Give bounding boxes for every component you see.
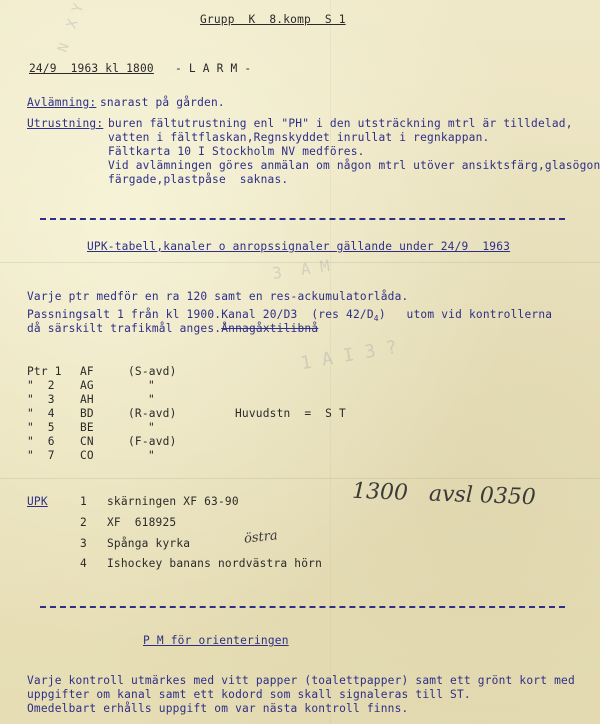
radio-line-part: Passningsalt 1 från kl 1900.Kanal 20/D3 (res 42/D: [27, 308, 374, 321]
radio-line-part: ) utom vid kontrollerna: [378, 308, 553, 321]
patrol-note: ": [148, 379, 155, 392]
pm-line: uppgifter om kanal samt ett kodord som skall signaleras till ST.: [27, 688, 471, 701]
upk-table-heading: UPK-tabell,kanaler o anropssignaler gällande under 24/9 1963: [87, 240, 511, 253]
avlamning-label: Avlämning:: [27, 96, 97, 109]
utrustning-line: färgade,plastpåse saknas.: [108, 173, 289, 186]
radio-line: [27, 322, 318, 335]
section-divider: [40, 606, 565, 608]
patrol-number: Ptr 1: [27, 365, 62, 378]
bleed-through-mark: 3 A M: [270, 256, 331, 283]
struck-text: Ånnagåxtilibnå: [221, 322, 319, 335]
upk-item-text: Ishockey banans nordvästra hörn: [107, 557, 322, 570]
utrustning-line: Fältkarta 10 I Stockholm NV medföres.: [108, 145, 365, 158]
utrustning-label: Utrustning:: [27, 117, 104, 130]
patrol-row: [27, 365, 62, 378]
patrol-number: " 7: [27, 449, 55, 462]
alarm-date: 24/9 1963 kl 1800: [29, 62, 154, 75]
bleed-through-mark: 1 A I 3 ?: [298, 336, 399, 375]
upk-item-number: 3: [80, 537, 87, 550]
patrol-note: ": [148, 393, 155, 406]
alarm-label: - L A R M -: [175, 62, 252, 75]
pm-line: Varje kontroll utmärkes med vitt papper (toalettpapper) samt ett grönt kort med: [27, 674, 575, 687]
radio-line: [27, 308, 552, 322]
patrol-number: " 5: [27, 421, 55, 434]
patrol-number: " 2: [27, 379, 55, 392]
upk-item-text: Spånga kyrka: [107, 537, 191, 550]
upk-item-number: 1: [80, 495, 87, 508]
utrustning-line: buren fältutrustning enl "PH" i den utsträckning mtrl är tilldelad,: [108, 117, 573, 130]
patrol-number: " 3: [27, 393, 55, 406]
pm-heading: P M för orienteringen: [143, 634, 289, 647]
patrol-code: CO: [80, 449, 94, 462]
avlamning-text: snarast på gården.: [100, 96, 225, 109]
patrol-code: AG: [80, 379, 94, 392]
handwritten-times: 1300 avsl 0350: [351, 478, 537, 511]
patrol-note: (R-avd): [128, 407, 177, 420]
upk-item-number: 4: [80, 557, 87, 570]
patrol-note: (S-avd): [128, 365, 177, 378]
radio-line-part: 4: [373, 314, 379, 323]
patrol-note: (F-avd): [128, 435, 177, 448]
utrustning-line: Vid avlämningen göres anmälan om någon mtrl utöver ansiktsfärg,glasögon: [108, 159, 600, 172]
upk-label: UPK: [27, 495, 48, 508]
upk-item-text: skärningen XF 63-90: [107, 495, 239, 508]
fold-crease: [0, 478, 600, 479]
patrol-note: ": [148, 421, 155, 434]
upk-item-text: XF 618925: [107, 516, 177, 529]
pm-line: Omedelbart erhålls uppgift om var nästa kontroll finns.: [27, 702, 409, 715]
patrol-code: BE: [80, 421, 94, 434]
radio-line-part: då särskilt trafikmål anges.: [27, 322, 222, 335]
utrustning-line: vatten i fältflaskan,Regnskyddet inrullat i regnkappan.: [108, 131, 490, 144]
patrol-code: CN: [80, 435, 94, 448]
radio-line: Varje ptr medför en ra 120 samt en res-ackumulatorlåda.: [27, 290, 409, 303]
patrol-code: AF: [80, 365, 94, 378]
page-title: Grupp K 8.komp S 1: [200, 13, 346, 26]
patrol-number: " 4: [27, 407, 55, 420]
patrol-number: " 6: [27, 435, 55, 448]
patrol-note: ": [148, 449, 155, 462]
huvudstation: Huvudstn = S T: [235, 407, 346, 420]
upk-item-number: 2: [80, 516, 87, 529]
bleed-through-mark: N X Y: [55, 1, 88, 55]
section-divider: [40, 218, 565, 220]
handwritten-insert: östra: [243, 528, 279, 547]
patrol-code: AH: [80, 393, 94, 406]
patrol-code: BD: [80, 407, 94, 420]
